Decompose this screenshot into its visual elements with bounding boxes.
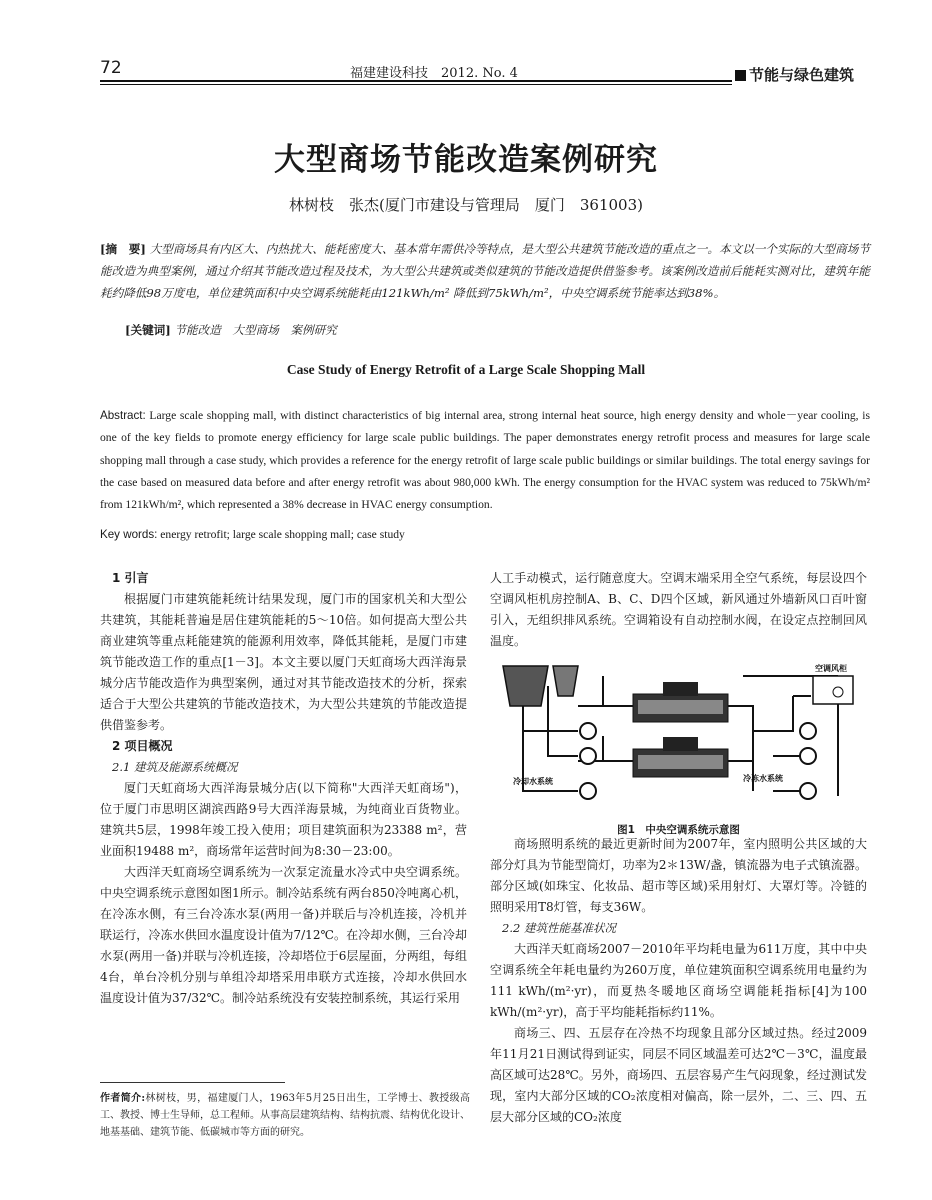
keywords-en-label: Key words: xyxy=(100,528,158,541)
abstract-cn xyxy=(100,238,870,304)
left-column xyxy=(100,568,467,1009)
footnote-label: 作者简介: xyxy=(100,1093,146,1104)
figure-caption: 图1 中央空调系统示意图 xyxy=(617,824,740,836)
page-number: 72 xyxy=(100,58,122,78)
chiller-icon xyxy=(633,682,728,722)
paper-title: 大型商场节能改造案例研究 xyxy=(274,142,658,178)
paragraph-baseline: 大西洋天虹商场2007－2010年平均耗电量为611万度，其中中央空调系统全年耗电量约为260万度，单位建筑面积空调系统用电量约为111 kWh/(m²·yr)，而夏热冬暖地区商场空调能耗指标[4]为100 kWh/(m²·yr)，高于平均能耗指标约11%。 xyxy=(490,942,867,1019)
keywords-en-text: energy retrofit; large scale shopping mall; case study xyxy=(160,528,405,541)
paragraph-intro: 根据厦门市建筑能耗统计结果发现，厦门市的国家机关和大型公共建筑，其能耗普遍是居住建筑能耗的5～10倍。如何提高大型公共商业建筑等重点耗能建筑的能源利用效率，降低其能耗，是厦门市建筑节能改造工作的重点[1－3]。本文主要以厦门天虹商场大西洋海景城分店节能改造作为典型案例，通过对其节能改造技术的分析，探索适合于大型公共建筑的节能改造技术，为大型公共建筑的节能改造提供借鉴参考。 xyxy=(100,592,467,732)
authors: 林树枝 张杰(厦门市建设与管理局 厦门 361003) xyxy=(289,196,643,214)
chiller-icon xyxy=(633,737,728,777)
column-label xyxy=(735,64,854,85)
chilled-water-label: 冷冻水系统 xyxy=(743,774,783,783)
cooling-tower-icon xyxy=(503,666,578,706)
hvac-system-diagram xyxy=(493,656,868,816)
square-bullet-icon xyxy=(735,70,746,81)
keywords-en xyxy=(100,528,405,541)
section-heading-overview: 2 项目概况 xyxy=(112,739,173,753)
abstract-cn-text: 大型商场具有内区大、内热扰大、能耗密度大、基本常年需供冷等特点，是大型公共建筑节能改造的重点之一。本文以一个实际的大型商场节能改造为典型案例，通过介绍其节能改造过程及技术，为大型公共建筑或类似建筑的节能改造提供借鉴参考。该案例改造前后能耗实测对比，建筑年能耗约降低98万度电，单位建筑面积中央空调系统能耗由121kWh/m² 降低到75kWh/m²，中央空调系统节能率达到38%。 xyxy=(100,242,870,300)
header-rule xyxy=(100,80,732,82)
column-label-text: 节能与绿色建筑 xyxy=(749,66,855,84)
abstract-cn-label: [摘 要] xyxy=(100,242,146,256)
paragraph-lighting: 商场照明系统的最近更新时间为2007年，室内照明公共区域的大部分灯具为节能型筒灯，功率为2＊13W/盏，镇流器为电子式镇流器。部分区域(如珠宝、化妆品、超市等区域)采用射灯、大罩灯等。冷链的照明采用T8灯管，每支36W。 xyxy=(490,837,867,914)
keywords-cn-label: [关键词] xyxy=(125,323,171,337)
ahu-label: 空调风柜 xyxy=(815,664,847,673)
subsection-heading-building: 2.1 建筑及能源系统概况 xyxy=(112,760,238,774)
cooling-water-label: 冷却水系统 xyxy=(513,777,553,786)
paper-title-en: Case Study of Energy Retrofit of a Large Scale Shopping Mall xyxy=(286,362,646,377)
author-footnote xyxy=(100,1090,470,1141)
header-rule-thin xyxy=(100,84,732,85)
abstract-en-label: Abstract: xyxy=(100,409,146,422)
journal-name: 福建建设科技 2012. No. 4 xyxy=(350,66,518,81)
paragraph-building: 厦门天虹商场大西洋海景城分店(以下简称"大西洋天虹商场")，位于厦门市思明区湖滨西路9号大西洋海景城，为纯商业百货物业。建筑共5层，1998年竣工投入使用；项目建筑面积为23388 m²，营业面积19488 m²，商场常年运营时间为8:30－23:00。 xyxy=(100,781,467,858)
subsection-heading-baseline: 2.2 建筑性能基准状况 xyxy=(502,921,616,935)
keywords-cn-text: 节能改造 大型商场 案例研究 xyxy=(174,323,337,337)
paragraph-comfort: 商场三、四、五层存在冷热不均现象且部分区域过热。经过2009年11月21日测试得到证实，同层不同区域温差可达2℃－3℃，温度最高区域可达28℃。另外，商场四、五层容易产生气闷现象，经过测试发现，室内大部分区域的CO₂浓度相对偏高，除一层外，二、三、四、五层大部分区域的CO₂浓度 xyxy=(490,1026,867,1124)
section-heading-intro: 1 引言 xyxy=(112,571,149,585)
right-column-top xyxy=(490,568,867,652)
abstract-en xyxy=(100,405,870,516)
paragraph-hvac-cont: 人工手动模式，运行随意度大。空调末端采用全空气系统，每层设四个空调风柜机房控制A、B、C、D四个区域，新风通过外墙新风口百叶窗引入，无组织排风系统。空调箱设有自动控制水阀，在设定点控制回风温度。 xyxy=(490,571,867,648)
keywords-cn xyxy=(125,322,337,338)
footnote-rule xyxy=(100,1082,285,1083)
paragraph-hvac: 大西洋天虹商场空调系统为一次泵定流量水冷式中央空调系统。中央空调系统示意图如图1所示。制冷站系统有两台850冷吨离心机，在冷冻水侧，有三台冷冻水泵(两用一备)并联后与冷机连接，冷机并联运行，冷冻水供回水温度设计值为7/12℃。在冷却水侧，三台冷却水泵(两用一备)并联与冷机连接，冷却塔位于6层屋面，分两组，每组4台，单台冷机分别与单组冷却塔采用串联方式连接，冷却水供回水温度设计值为37/32℃。制冷站系统没有安装控制系统，其运行采用 xyxy=(100,865,467,1005)
right-column-bottom xyxy=(490,834,867,1128)
abstract-en-text: Large scale shopping mall, with distinct characteristics of big internal area, strong internal heat source, high energy density and whole－year cooling, is one of the key fields to promote energy efficiency for large scale public buildings. The paper demonstrates energy retrofit process and measures for large scale shopping mall through a case study, which provides a reference for the energy retrofit of large scale public buildings or similar buildings. The total energy savings for the case based on measured data before and after energy retrofit was about 980,000 kWh. The energy consumption for the HVAC system was reduced to 75kWh/m² from 121kWh/m², which represented a 38% decrease in HVAC energy consumption. xyxy=(100,409,870,512)
footnote-text: 林树枝，男，福建厦门人，1963年5月25日出生，工学博士、教授级高工、教授、博士生导师，总工程师。从事高层建筑结构、结构抗震、结构优化设计、地基基础、建筑节能、低碳城市等方面的研究。 xyxy=(100,1093,470,1138)
